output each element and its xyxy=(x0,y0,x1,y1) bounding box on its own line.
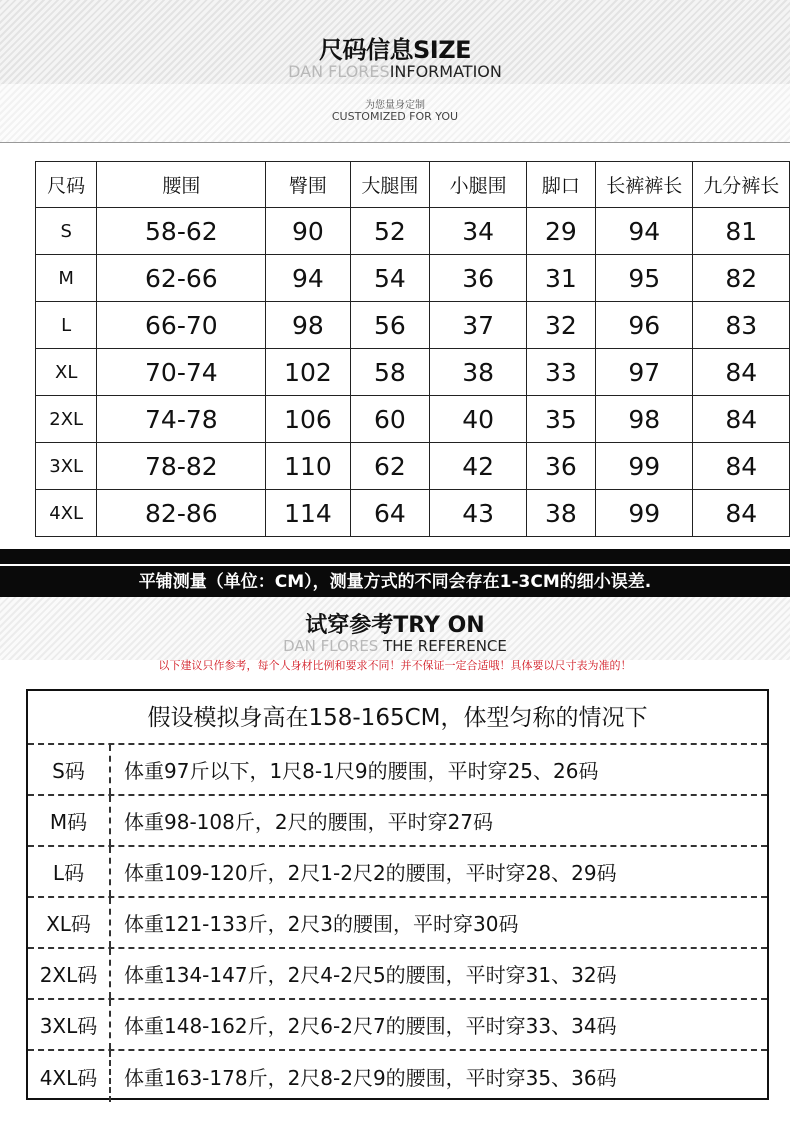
tryon-heading: 假设模拟身高在158-165CM，体型匀称的情况下 xyxy=(28,691,767,745)
ninth-length-cell: 84 xyxy=(693,443,790,490)
tryon-row xyxy=(28,745,767,796)
tryon-row xyxy=(28,796,767,847)
tryon-desc: 体重134-147斤，2尺4-2尺5的腰围，平时穿31、32码 xyxy=(124,963,617,987)
waist-cell: 62-66 xyxy=(97,255,266,302)
table-row xyxy=(36,208,790,255)
tryon-row xyxy=(28,949,767,1000)
ninth-length-cell: 83 xyxy=(693,302,790,349)
tryon-desc: 体重98-108斤，2尺的腰围，平时穿27码 xyxy=(124,810,494,834)
hem-cell: 38 xyxy=(526,490,595,537)
tryon-size: 2XL码 xyxy=(28,949,111,998)
brand-name-light: DAN FLORES xyxy=(288,62,390,81)
tryon-subtitle xyxy=(0,637,790,655)
tryon-size: L码 xyxy=(28,847,111,896)
tryon-reference-label: THE REFERENCE xyxy=(378,637,507,655)
ninth-length-cell: 81 xyxy=(693,208,790,255)
tryon-row xyxy=(28,1000,767,1051)
size-cell: 4XL xyxy=(36,490,97,537)
header-cell-waist: 腰围 xyxy=(97,162,266,208)
thigh-cell: 54 xyxy=(350,255,430,302)
customized-cn: 为您量身定制 xyxy=(365,100,425,111)
size-table xyxy=(35,161,790,537)
size-table-header-row xyxy=(36,162,790,208)
header-cell-long-length: 长裤裤长 xyxy=(595,162,692,208)
calf-cell: 42 xyxy=(430,443,526,490)
hem-cell: 36 xyxy=(526,443,595,490)
thigh-cell: 56 xyxy=(350,302,430,349)
size-info-title: 尺码信息SIZE xyxy=(318,36,471,64)
hip-cell: 90 xyxy=(266,208,350,255)
calf-cell: 43 xyxy=(430,490,526,537)
tryon-size: XL码 xyxy=(28,898,111,947)
tryon-desc: 体重148-162斤，2尺6-2尺7的腰围，平时穿33、34码 xyxy=(124,1014,617,1038)
hip-cell: 110 xyxy=(266,443,350,490)
long-length-cell: 98 xyxy=(595,396,692,443)
information-label: INFORMATION xyxy=(389,62,502,81)
tryon-brand-light: DAN FLORES xyxy=(283,637,379,655)
hem-cell: 31 xyxy=(526,255,595,302)
tryon-size: S码 xyxy=(28,745,111,794)
table-row xyxy=(36,302,790,349)
header-cell-thigh: 大腿围 xyxy=(350,162,430,208)
tryon-desc: 体重163-178斤，2尺8-2尺9的腰围，平时穿35、36码 xyxy=(124,1066,617,1090)
header-cell-size: 尺码 xyxy=(36,162,97,208)
ninth-length-cell: 82 xyxy=(693,255,790,302)
size-cell: S xyxy=(36,208,97,255)
hem-cell: 35 xyxy=(526,396,595,443)
banner-stripe xyxy=(0,564,790,566)
tryon-title: 试穿参考TRY ON xyxy=(305,613,485,638)
measurement-note: 平铺测量（单位：CM），测量方式的不同会存在1-3CM的细小误差. xyxy=(138,572,652,592)
tryon-row xyxy=(28,898,767,949)
size-cell: L xyxy=(36,302,97,349)
waist-cell: 78-82 xyxy=(97,443,266,490)
waist-cell: 66-70 xyxy=(97,302,266,349)
long-length-cell: 97 xyxy=(595,349,692,396)
tryon-size: 3XL码 xyxy=(28,1000,111,1049)
size-info-subtitle xyxy=(0,62,790,81)
tryon-size: M码 xyxy=(28,796,111,845)
header-cell-ninth-length: 九分裤长 xyxy=(693,162,790,208)
table-row xyxy=(36,443,790,490)
calf-cell: 38 xyxy=(430,349,526,396)
header-cell-calf: 小腿围 xyxy=(430,162,526,208)
thigh-cell: 64 xyxy=(350,490,430,537)
long-length-cell: 99 xyxy=(595,443,692,490)
hip-cell: 94 xyxy=(266,255,350,302)
tryon-row xyxy=(28,1051,767,1102)
size-cell: 3XL xyxy=(36,443,97,490)
table-row xyxy=(36,349,790,396)
ninth-length-cell: 84 xyxy=(693,349,790,396)
long-length-cell: 95 xyxy=(595,255,692,302)
long-length-cell: 94 xyxy=(595,208,692,255)
hem-cell: 29 xyxy=(526,208,595,255)
hip-cell: 106 xyxy=(266,396,350,443)
size-cell: M xyxy=(36,255,97,302)
size-cell: 2XL xyxy=(36,396,97,443)
tryon-desc: 体重97斤以下，1尺8-1尺9的腰围，平时穿25、26码 xyxy=(124,759,599,783)
table-row xyxy=(36,255,790,302)
tryon-desc: 体重121-133斤，2尺3的腰围，平时穿30码 xyxy=(124,912,519,936)
calf-cell: 40 xyxy=(430,396,526,443)
thigh-cell: 60 xyxy=(350,396,430,443)
thigh-cell: 58 xyxy=(350,349,430,396)
hip-cell: 98 xyxy=(266,302,350,349)
ninth-length-cell: 84 xyxy=(693,490,790,537)
hip-cell: 114 xyxy=(266,490,350,537)
long-length-cell: 96 xyxy=(595,302,692,349)
tryon-table xyxy=(26,689,769,1100)
header-cell-hem: 脚口 xyxy=(526,162,595,208)
hip-cell: 102 xyxy=(266,349,350,396)
waist-cell: 82-86 xyxy=(97,490,266,537)
customized-en: CUSTOMIZED FOR YOU xyxy=(331,110,459,123)
tryon-disclaimer: 以下建议只作参考，每个人身材比例和要求不同！并不保证一定合适哦！具体要以尺寸表为准的！ xyxy=(158,659,632,672)
tryon-row xyxy=(28,847,767,898)
long-length-cell: 99 xyxy=(595,490,692,537)
table-row xyxy=(36,490,790,537)
thigh-cell: 52 xyxy=(350,208,430,255)
calf-cell: 36 xyxy=(430,255,526,302)
hem-cell: 33 xyxy=(526,349,595,396)
waist-cell: 70-74 xyxy=(97,349,266,396)
table-row xyxy=(36,396,790,443)
divider-line xyxy=(0,142,790,143)
tryon-desc: 体重109-120斤，2尺1-2尺2的腰围，平时穿28、29码 xyxy=(124,861,617,885)
size-cell: XL xyxy=(36,349,97,396)
header-cell-hip: 臀围 xyxy=(266,162,350,208)
hem-cell: 32 xyxy=(526,302,595,349)
waist-cell: 74-78 xyxy=(97,396,266,443)
tryon-size: 4XL码 xyxy=(28,1051,111,1102)
waist-cell: 58-62 xyxy=(97,208,266,255)
calf-cell: 34 xyxy=(430,208,526,255)
thigh-cell: 62 xyxy=(350,443,430,490)
ninth-length-cell: 84 xyxy=(693,396,790,443)
calf-cell: 37 xyxy=(430,302,526,349)
